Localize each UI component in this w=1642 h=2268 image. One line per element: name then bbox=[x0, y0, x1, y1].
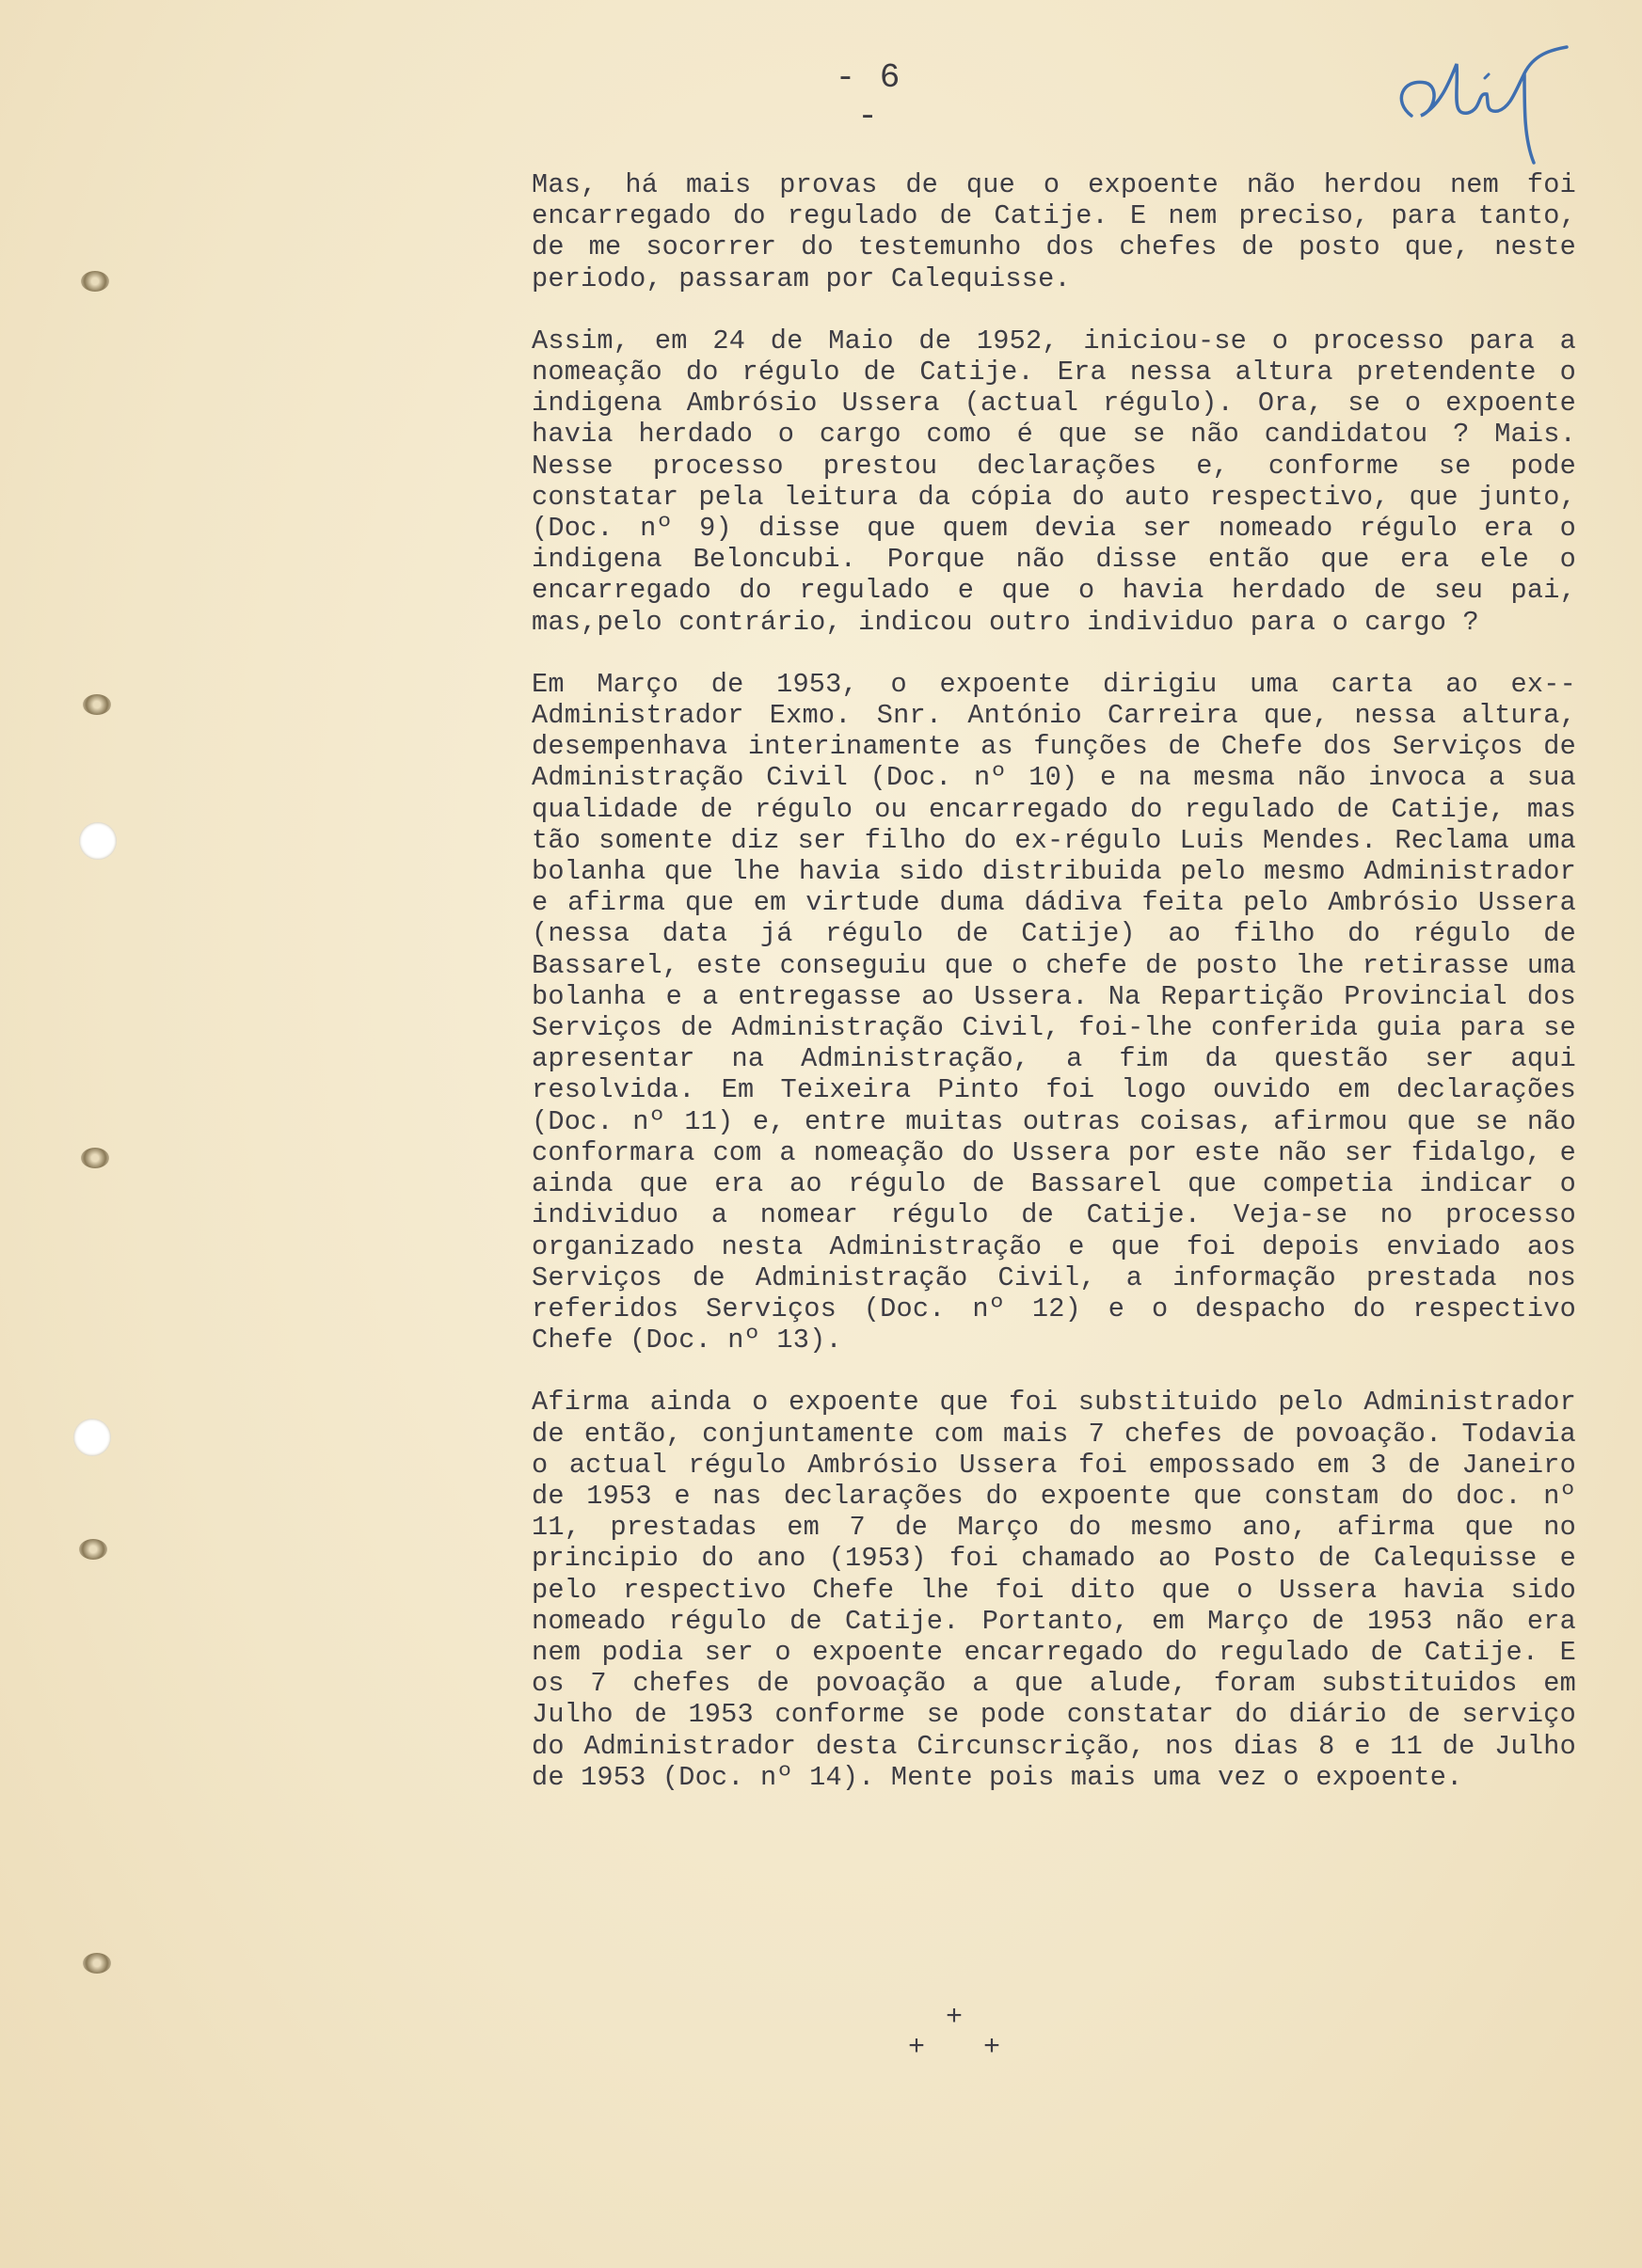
punch-mark bbox=[81, 271, 109, 292]
punch-mark bbox=[79, 1539, 107, 1560]
end-mark: + bbox=[908, 2032, 926, 2064]
punch-mark bbox=[81, 1148, 109, 1168]
punch-mark bbox=[83, 1953, 111, 1974]
paragraph-3: Em Março de 1953, o expoente dirigiu uma carta ao ex--Administrador Exmo. Snr. António Carreira que, nessa altura, desempenhava interinamente as funções de Chefe dos Serviços de Administração Civil (Doc. nº 10) e na mesma não invoca a sua qualidade de régulo ou encarregado do regulado de Catije, mas tão somente diz ser filho do ex-régulo Luis Mendes. Reclama uma bolanha que lhe havia sido distribuida pelo mesmo Administrador e afirma que em virtude duma dádiva feita pelo Ambrósio Ussera (nessa data já régulo de Catije) ao filho do régulo de Bassarel, este conseguiu que o chefe de posto lhe retirasse uma bolanha e a entregasse ao Ussera. Na Repartição Provincial dos Serviços de Administração Civil, foi-lhe conferida guia para se apresentar na Administração, a fim da questão ser aqui resolvida. Em Teixeira Pinto foi logo ouvido em declarações (Doc. nº 11) e, entre muitas outras coisas, afirmou que se não conformara com a nomeação do Ussera por este não ser fidalgo, e ainda que era ao régulo de Bassarel que competia indicar o individuo a nomear régulo de Catije. Veja-se no processo organizado nesta Administração e que foi depois enviado aos Serviços de Administração Civil, a informação prestada nos referidos Serviços (Doc. nº 12) e o despacho do respectivo Chefe (Doc. nº 13). bbox=[532, 668, 1593, 1356]
punch-mark bbox=[83, 694, 111, 715]
paragraph-4: Afirma ainda o expoente que foi substituido pelo Administrador de então, conjuntamente com mais 7 chefes de povoação. Todavia o actual régulo Ambrósio Ussera foi empossado em 3 de Janeiro de 1953 e nas declarações do expoente que constam do doc. nº 11, prestadas em 7 de Março do mesmo ano, afirma que no principio do ano (1953) foi chamado ao Posto de Calequisse e pelo respectivo Chefe lhe foi dito que o Ussera havia sido nomeado régulo de Catije. Portanto, em Março de 1953 não era nem podia ser o expoente encarregado do regulado de Catije. E os 7 chefes de povoação a que alude, foram substituidos em Julho de 1953 conforme se pode constatar do diário de serviço do Administrador desta Circunscrição, nos dias 8 e 11 de Julho de 1953 (Doc. nº 14). Mente pois mais uma vez o expoente. bbox=[532, 1387, 1593, 1793]
binder-hole bbox=[79, 822, 117, 860]
end-mark: + bbox=[946, 2002, 964, 2034]
end-marks bbox=[908, 2002, 1049, 2068]
end-mark: + bbox=[983, 2032, 1001, 2064]
paragraph-1: Mas, há mais provas de que o expoente não herdou nem foi encarregado do regulado de Catije. E nem preciso, para tanto, de me socorrer do testemunho dos chefes de posto que, neste periodo, passaram por Calequisse. bbox=[532, 169, 1593, 294]
handwritten-initials-icon bbox=[1383, 26, 1590, 167]
initials-stroke bbox=[1383, 26, 1590, 167]
page-number: - 6 - bbox=[835, 58, 902, 135]
document-body bbox=[532, 169, 1593, 1824]
paragraph-2: Assim, em 24 de Maio de 1952, iniciou-se o processo para a nomeação do régulo de Catije. Era nessa altura pretendente o indigena Ambrósio Ussera (actual régulo). Ora, se o expoente havia herdado o cargo como é que se não candidatou ? Mais. Nesse processo prestou declarações e, conforme se pode constatar pela leitura da cópia do auto respectivo, que junto, (Doc. nº 9) disse que quem devia ser nomeado régulo era o indigena Beloncubi. Porque não disse então que era ele o encarregado do regulado e que o havia herdado de seu pai, mas,pelo contrário, indicou outro individuo para o cargo ? bbox=[532, 325, 1593, 638]
binder-hole bbox=[73, 1419, 111, 1456]
